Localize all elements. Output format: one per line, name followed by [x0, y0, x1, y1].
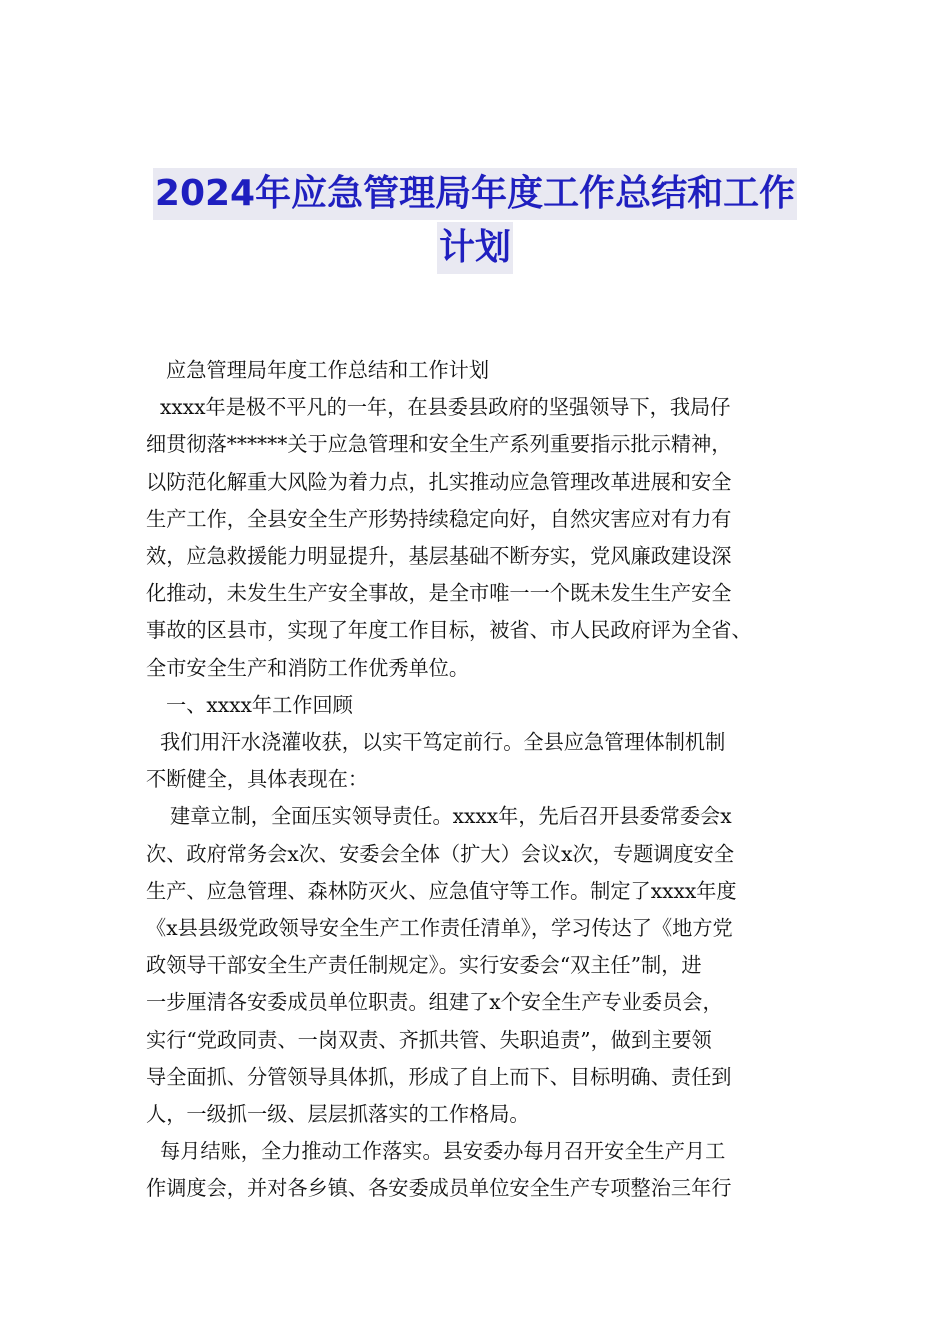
- text-line: 细贯彻落******关于应急管理和安全生产系列重要指示批示精神，: [146, 432, 732, 457]
- text-line: 效，应急救援能力明显提升，基层基础不断夯实，党风廉政建设深: [146, 544, 732, 569]
- text-line: 导全面抓、分管领导具体抓，形成了自上而下、目标明确、责任到: [146, 1064, 732, 1089]
- text-line: 一、xxxx年工作回顾: [166, 692, 353, 717]
- text-line: 政领导干部安全生产责任制规定》。实行安委会“双主任”制，进: [146, 953, 702, 978]
- text-line: 生产、应急管理、森林防灭火、应急值守等工作。制定了xxxx年度: [146, 878, 737, 903]
- text-line: 一步厘清各安委成员单位职责。组建了x个安全生产专业委员会，: [146, 990, 723, 1015]
- text-line: xxxx年是极不平凡的一年，在县委县政府的坚强领导下，我局仔: [160, 395, 731, 420]
- title-line-1: 2024年应急管理局年度工作总结和工作: [153, 168, 797, 220]
- text-line: 以防范化解重大风险为着力点，扎实推动应急管理改革进展和安全: [146, 469, 732, 494]
- text-line: 生产工作，全县安全生产形势持续稳定向好，自然灾害应对有力有: [146, 506, 732, 531]
- title-line-2: 计划: [437, 222, 513, 274]
- text-line: 人，一级抓一级、层层抓落实的工作格局。: [146, 1102, 530, 1127]
- text-line: 作调度会，并对各乡镇、各安委成员单位安全生产专项整治三年行: [146, 1176, 732, 1201]
- text-line: 不断健全，具体表现在：: [146, 767, 369, 792]
- text-line: 全市安全生产和消防工作优秀单位。: [146, 655, 470, 680]
- text-line: 每月结账，全力推动工作落实。县安委办每月召开安全生产月工: [160, 1139, 726, 1164]
- text-line: 化推动，未发生生产安全事故，是全市唯一一个既未发生生产安全: [146, 581, 732, 606]
- text-line: 我们用汗水浇灌收获，以实干笃定前行。全县应急管理体制机制: [160, 730, 726, 755]
- text-line: 事故的区县市，实现了年度工作目标，被省、市人民政府评为全省、: [146, 618, 752, 643]
- document-title: [100, 168, 850, 274]
- text-line: 次、政府常务会x次、安委会全体（扩大）会议x次，专题调度安全: [146, 841, 735, 866]
- text-line: 《x县县级党政领导安全生产工作责任清单》，学习传达了《地方党: [146, 916, 733, 941]
- text-line: 实行“党政同责、一岗双责、齐抓共管、失职追责”，做到主要领: [146, 1027, 712, 1052]
- document-body: [146, 352, 811, 1208]
- text-line: 建章立制，全面压实领导责任。xxxx年，先后召开县委常委会x: [170, 804, 732, 829]
- text-line: 应急管理局年度工作总结和工作计划: [166, 358, 490, 382]
